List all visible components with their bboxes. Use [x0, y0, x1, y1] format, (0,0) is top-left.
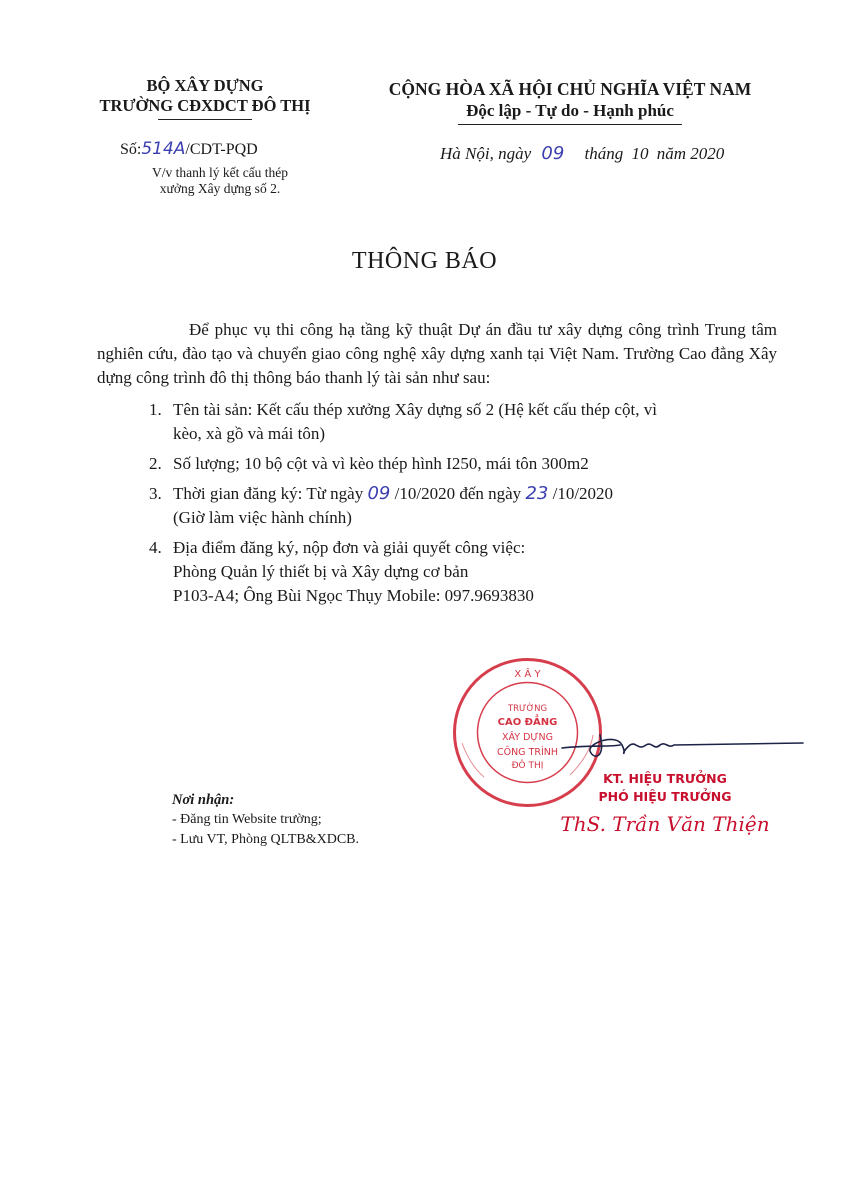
registration-end-month: /10/2020	[548, 484, 614, 503]
header-underline	[158, 119, 252, 120]
date-day: 09	[541, 143, 565, 164]
seal-text: ĐÔ THỊ	[511, 761, 544, 771]
registration-from-label: Thời gian đăng ký: Từ ngày	[173, 484, 368, 503]
signer-title: PHÓ HIỆU TRƯỞNG	[598, 789, 732, 804]
item-text: Tên tài sản: Kết cấu thép xưởng Xây dựng số 2 (Hệ kết cấu thép cột, vì	[173, 400, 657, 419]
seal-top-text: X Â Y	[514, 669, 541, 680]
national-motto: Độc lập - Tự do - Hạnh phúc	[466, 101, 674, 120]
item-text: Địa điểm đăng ký, nộp đơn và giải quyết công việc:	[173, 538, 526, 557]
document-number	[120, 139, 258, 159]
date-month-label: tháng	[584, 144, 624, 163]
item-number: 4.	[149, 538, 162, 557]
recipient-item: - Đăng tin Website trường;	[172, 812, 322, 827]
recipients-title: Nơi nhận:	[172, 792, 235, 808]
date-year: năm 2020	[656, 144, 725, 163]
signer-role: KT. HIỆU TRƯỞNG	[603, 771, 727, 786]
list-item	[97, 452, 777, 476]
signature-image	[560, 715, 805, 775]
subject-line-1: V/v thanh lý kết cấu thép	[151, 165, 289, 180]
item-text	[173, 482, 777, 506]
place-and-date	[440, 143, 724, 164]
intro-paragraph: Để phục vụ thi công hạ tầng kỹ thuật Dự án đầu tư xây dựng công trình Trung tâm nghiên cứu, đào tạo và chuyển giao công nghệ xây dựng xanh tại Việt Nam. Trường Cao đẳng Xây dựng công trình đô thị thông báo thanh lý tài sản như sau:	[97, 320, 777, 387]
motto-underline	[458, 124, 682, 125]
signer-block	[560, 770, 770, 806]
document-subject	[105, 165, 335, 197]
list-item	[97, 536, 777, 608]
ministry-name: BỘ XÂY DỰNG	[146, 76, 264, 95]
list-item	[97, 482, 777, 530]
item-number: 2.	[149, 454, 162, 473]
seal-text: CÔNG TRÌNH	[496, 747, 559, 758]
seal-text: TRƯỜNG	[507, 704, 548, 714]
registration-start-day: 09	[367, 483, 391, 504]
national-header	[355, 78, 785, 125]
document-number-handwritten: 514A	[141, 139, 186, 159]
item-list	[97, 398, 777, 608]
document-number-suffix: /CDT-PQD	[185, 141, 258, 158]
issuer-header	[60, 76, 350, 120]
signer-name: ThS. Trần Văn Thiện	[560, 812, 770, 836]
seal-text: CAO ĐẲNG	[497, 717, 558, 728]
recipient-item: - Lưu VT, Phòng QLTB&XDCB.	[172, 832, 360, 847]
registration-end-day: 23	[525, 483, 549, 504]
item-text-contact: P103-A4; Ông Bùi Ngọc Thụy Mobile: 097.9693830	[173, 586, 534, 605]
item-number: 1.	[149, 400, 162, 419]
item-text-continued: (Giờ làm việc hành chính)	[173, 508, 352, 527]
nation-name: CỘNG HÒA XÃ HỘI CHỦ NGHĨA VIỆT NAM	[388, 79, 752, 99]
date-prefix: Hà Nội, ngày	[440, 144, 532, 163]
registration-to-label: /10/2020 đến ngày	[390, 484, 526, 503]
document-title: THÔNG BÁO	[351, 248, 498, 274]
document-body	[97, 318, 777, 614]
item-text-continued: Phòng Quản lý thiết bị và Xây dựng cơ bản	[173, 562, 469, 581]
item-text-continued: kèo, xà gồ và mái tôn)	[173, 424, 326, 443]
item-text: Số lượng; 10 bộ cột và vì kèo thép hình I250, mái tôn 300m2	[173, 454, 589, 473]
seal-text: XÂY DỰNG	[501, 732, 554, 743]
date-month: 10	[631, 144, 649, 163]
list-item	[97, 398, 777, 446]
document-number-prefix: Số:	[120, 141, 142, 158]
recipients-block	[172, 790, 359, 850]
item-number: 3.	[149, 484, 162, 503]
school-name: TRƯỜNG CĐXDCT ĐÔ THỊ	[99, 96, 311, 115]
subject-line-2: xưởng Xây dựng số 2.	[159, 181, 281, 196]
